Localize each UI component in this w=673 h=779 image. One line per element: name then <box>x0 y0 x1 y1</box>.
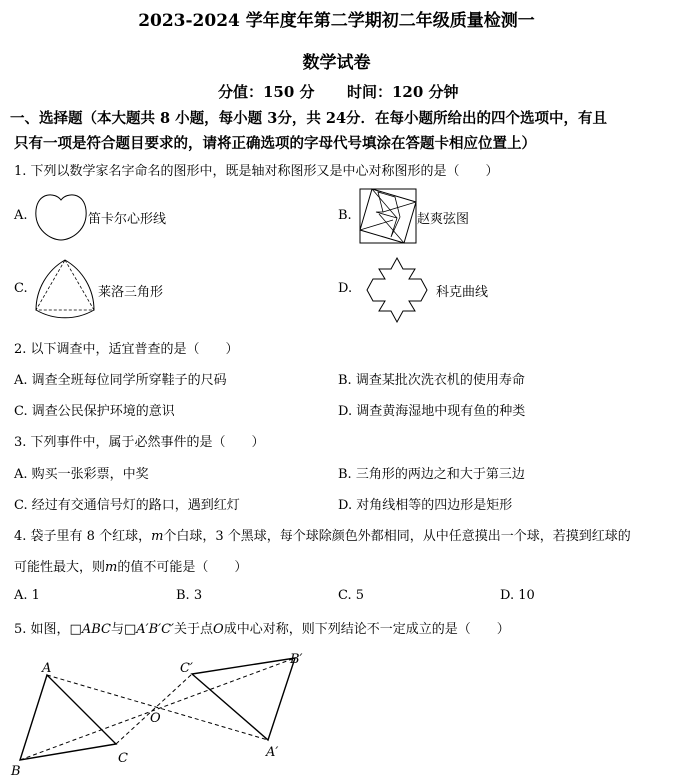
q4-option-a: A. 1 <box>14 588 40 603</box>
q1-option-d-letter: D. <box>338 281 353 296</box>
q1-option-a-label: 笛卡尔心形线 <box>88 212 167 227</box>
exam-title: 2023-2024 学年度年第二学期初二年级质量检测一 <box>138 11 535 31</box>
q3-option-a: A. 购买一张彩票，中奖 <box>14 467 149 482</box>
q3-option-d: D. 对角线相等的四边形是矩形 <box>338 498 513 513</box>
question-4-stem-line2 <box>14 556 247 575</box>
q4-option-d: D. 10 <box>500 588 535 603</box>
q1-option-b-label: 赵爽弦图 <box>417 212 470 227</box>
q1-option-b-letter: B. <box>338 208 352 223</box>
q4-stem-part2: 个白球，3 个黑球，每个球除颜色外都相同，从中任意摸出一个球，若摸到红球的 <box>163 529 631 544</box>
question-1-stem: 1. 下列以数学家名字命名的图形中，既是轴对称图形又是中心对称图形的是（ ） <box>14 164 499 179</box>
q1-option-d-label: 科克曲线 <box>436 285 489 300</box>
label-b-prime: B′ <box>290 652 303 667</box>
q2-option-d: D. 调查黄海湿地中现有鱼的种类 <box>338 404 526 419</box>
score-info: 分值：150 分 <box>218 83 315 101</box>
q1-option-c-label: 莱洛三角形 <box>98 285 164 300</box>
q1-option-a-letter: A. <box>14 208 28 223</box>
question-2-stem: 2. 以下调查中，适宜普查的是（ ） <box>14 342 239 357</box>
exam-subtitle: 数学试卷 <box>302 53 371 73</box>
q5-point-o: O <box>213 622 224 637</box>
q2-option-a: A. 调查全班每位同学所穿鞋子的尺码 <box>14 373 227 388</box>
label-a: A <box>42 661 52 676</box>
q1-option-c-letter: C. <box>14 281 28 296</box>
koch-curve-icon <box>358 256 436 324</box>
label-a-prime: A′ <box>266 745 279 760</box>
q5-stem-part2: 关于点 <box>174 622 214 637</box>
zhaoshuang-diagram-icon <box>359 188 417 244</box>
q4-stem-part1: 4. 袋子里有 8 个红球， <box>14 529 152 544</box>
q5-and: 与 <box>110 622 124 637</box>
q3-option-b: B. 三角形的两边之和大于第三边 <box>338 467 525 482</box>
central-symmetry-figure <box>0 650 320 779</box>
q4-line2-part1: 可能性最大，则 <box>14 560 106 575</box>
q4-line2-part2: 的值不可能是（ ） <box>117 560 248 575</box>
q2-option-c: C. 调查公民保护环境的意识 <box>14 404 175 419</box>
label-c: C <box>118 751 128 766</box>
cardioid-icon <box>33 190 89 242</box>
q5-stem-part1: 5. 如图， <box>14 622 70 637</box>
q5-triangle-abc: □ABC <box>69 622 111 637</box>
q5-triangle-a1b1c1: □A′B′C′ <box>123 622 175 637</box>
q4-variable-m: m <box>151 529 164 544</box>
question-5-stem <box>14 618 510 637</box>
q2-option-b: B. 调查某批次洗衣机的使用寿命 <box>338 373 525 388</box>
question-4-stem <box>14 525 631 544</box>
q3-option-c: C. 经过有交通信号灯的路口，遇到红灯 <box>14 498 240 513</box>
q5-stem-part3: 成中心对称，则下列结论不一定成立的是（ ） <box>223 622 510 637</box>
question-3-stem: 3. 下列事件中，属于必然事件的是（ ） <box>14 435 265 450</box>
q4-variable-m-2: m <box>105 560 118 575</box>
section-instructions-line1: 一、选择题（本大题共 8 小题，每小题 3分，共 24分．在每小题所给出的四个选项中，有且 <box>10 110 608 127</box>
q4-option-b: B. 3 <box>176 588 203 603</box>
reuleaux-triangle-icon <box>33 258 97 316</box>
time-info: 时间：120 分钟 <box>347 83 459 101</box>
label-o: O <box>150 711 161 726</box>
section-instructions-line2: 只有一项是符合题目要求的，请将正确选项的字母代号填涂在答题卡相应位置上） <box>14 135 536 152</box>
label-b: B <box>11 764 21 779</box>
q4-option-c: C. 5 <box>338 588 365 603</box>
label-c-prime: C′ <box>180 661 193 676</box>
